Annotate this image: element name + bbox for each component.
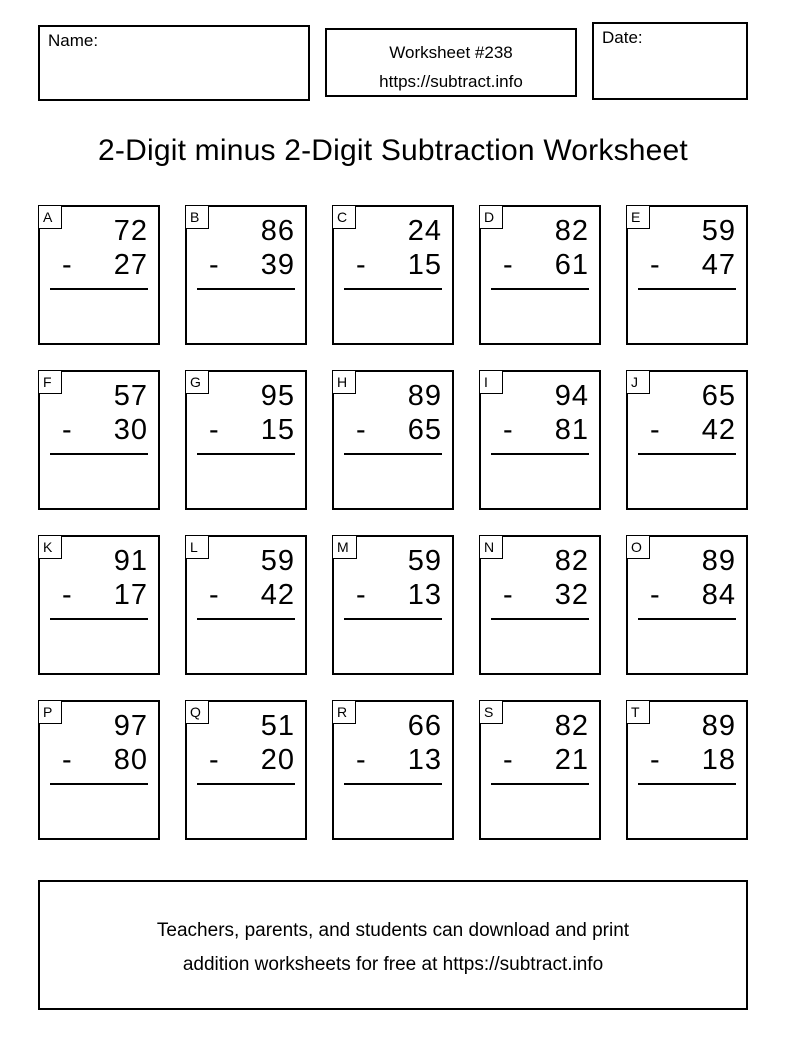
subtrahend: 21 [554, 744, 589, 776]
minus-sign: - [62, 579, 72, 611]
problem-cell [38, 205, 160, 345]
subtrahend: 13 [407, 579, 442, 611]
worksheet-info-box [325, 28, 577, 97]
minuend: 57 [113, 380, 148, 412]
problem-cell [626, 370, 748, 510]
problem-letter: J [626, 370, 650, 394]
subtrahend-row [481, 743, 599, 777]
problem-letter: B [185, 205, 209, 229]
answer-space [40, 290, 158, 340]
subtrahend: 39 [260, 249, 295, 281]
minuend: 97 [113, 710, 148, 742]
minuend: 72 [113, 215, 148, 247]
minus-sign: - [209, 744, 219, 776]
subtrahend: 32 [554, 579, 589, 611]
minus-sign: - [209, 579, 219, 611]
minuend: 89 [701, 710, 736, 742]
minus-sign: - [650, 249, 660, 281]
minuend: 91 [113, 545, 148, 577]
minuend: 94 [554, 380, 589, 412]
subtrahend: 80 [113, 744, 148, 776]
problem-letter: A [38, 205, 62, 229]
minuend: 51 [260, 710, 295, 742]
answer-space [334, 620, 452, 670]
problem-cell [332, 205, 454, 345]
problem-cell [38, 370, 160, 510]
problem-cell [332, 535, 454, 675]
problem-cell [185, 535, 307, 675]
answer-space [334, 290, 452, 340]
subtrahend-row [334, 578, 452, 612]
page-title: 2-Digit minus 2-Digit Subtraction Worksheet [98, 134, 688, 167]
answer-space [40, 455, 158, 505]
problem-cell [626, 205, 748, 345]
subtrahend: 30 [113, 414, 148, 446]
subtrahend-row [628, 248, 746, 282]
subtrahend-row [481, 248, 599, 282]
minus-sign: - [62, 249, 72, 281]
problem-letter: O [626, 535, 650, 559]
minus-sign: - [650, 414, 660, 446]
subtrahend-row [628, 743, 746, 777]
answer-space [334, 785, 452, 835]
subtrahend-row [187, 248, 305, 282]
subtrahend: 84 [701, 579, 736, 611]
minuend: 59 [260, 545, 295, 577]
problem-cell [626, 535, 748, 675]
problem-cell [479, 205, 601, 345]
problem-cell [185, 205, 307, 345]
worksheet-url: https://subtract.info [379, 72, 523, 91]
problem-cell [38, 535, 160, 675]
problem-cell [185, 700, 307, 840]
subtrahend-row [187, 743, 305, 777]
minuend: 89 [407, 380, 442, 412]
problem-letter: I [479, 370, 503, 394]
answer-space [334, 455, 452, 505]
problem-cell [185, 370, 307, 510]
problem-cell [479, 370, 601, 510]
minuend: 59 [701, 215, 736, 247]
subtrahend: 42 [701, 414, 736, 446]
subtrahend-row [334, 743, 452, 777]
subtrahend: 17 [113, 579, 148, 611]
minuend: 89 [701, 545, 736, 577]
answer-space [187, 620, 305, 670]
minus-sign: - [62, 414, 72, 446]
answer-space [481, 455, 599, 505]
subtrahend-row [187, 578, 305, 612]
subtrahend: 15 [260, 414, 295, 446]
minuend: 86 [260, 215, 295, 247]
worksheet-number: Worksheet #238 [389, 43, 513, 62]
date-box [592, 22, 748, 100]
problem-letter: G [185, 370, 209, 394]
answer-space [40, 785, 158, 835]
name-label: Name: [48, 31, 99, 50]
problem-letter: E [626, 205, 650, 229]
answer-space [628, 455, 746, 505]
minuend: 65 [701, 380, 736, 412]
minus-sign: - [356, 744, 366, 776]
problem-letter: D [479, 205, 503, 229]
subtrahend-row [40, 248, 158, 282]
subtrahend: 81 [554, 414, 589, 446]
minuend: 82 [554, 215, 589, 247]
subtrahend-row [628, 578, 746, 612]
subtrahend: 15 [407, 249, 442, 281]
minus-sign: - [356, 249, 366, 281]
answer-space [481, 785, 599, 835]
answer-space [40, 620, 158, 670]
answer-space [628, 620, 746, 670]
problem-cell [479, 535, 601, 675]
problem-letter: M [332, 535, 357, 559]
minus-sign: - [650, 744, 660, 776]
problem-letter: C [332, 205, 356, 229]
subtrahend-row [334, 413, 452, 447]
problem-letter: N [479, 535, 503, 559]
problem-letter: L [185, 535, 209, 559]
subtrahend-row [187, 413, 305, 447]
minus-sign: - [503, 249, 513, 281]
answer-space [481, 290, 599, 340]
minus-sign: - [62, 744, 72, 776]
subtrahend: 20 [260, 744, 295, 776]
problem-letter: R [332, 700, 356, 724]
answer-space [187, 455, 305, 505]
problem-letter: K [38, 535, 62, 559]
minus-sign: - [650, 579, 660, 611]
header [38, 22, 748, 101]
problem-letter: P [38, 700, 62, 724]
minuend: 59 [407, 545, 442, 577]
problem-cell [332, 700, 454, 840]
minuend: 82 [554, 710, 589, 742]
footer-box [38, 880, 748, 1010]
subtrahend: 47 [701, 249, 736, 281]
problem-cell [38, 700, 160, 840]
name-box [38, 25, 310, 101]
problem-letter: T [626, 700, 650, 724]
subtrahend: 18 [701, 744, 736, 776]
answer-space [481, 620, 599, 670]
problem-letter: S [479, 700, 503, 724]
minus-sign: - [503, 744, 513, 776]
footer-line-2: addition worksheets for free at https://subtract.info [182, 954, 604, 975]
subtrahend-row [334, 248, 452, 282]
subtrahend-row [40, 743, 158, 777]
problems-grid [38, 205, 748, 840]
answer-space [628, 785, 746, 835]
subtrahend: 65 [407, 414, 442, 446]
date-label: Date: [602, 28, 643, 47]
answer-space [187, 290, 305, 340]
answer-space [628, 290, 746, 340]
minus-sign: - [503, 579, 513, 611]
problem-cell [332, 370, 454, 510]
subtrahend-row [40, 578, 158, 612]
problem-letter: H [332, 370, 356, 394]
subtrahend-row [40, 413, 158, 447]
minuend: 82 [554, 545, 589, 577]
minuend: 24 [407, 215, 442, 247]
minus-sign: - [209, 414, 219, 446]
answer-space [187, 785, 305, 835]
problem-letter: F [38, 370, 62, 394]
minus-sign: - [209, 249, 219, 281]
subtrahend-row [481, 413, 599, 447]
minuend: 66 [407, 710, 442, 742]
minus-sign: - [356, 414, 366, 446]
subtrahend-row [628, 413, 746, 447]
subtrahend: 42 [260, 579, 295, 611]
subtrahend-row [481, 578, 599, 612]
minus-sign: - [356, 579, 366, 611]
problem-letter: Q [185, 700, 209, 724]
footer-line-1: Teachers, parents, and students can download and print [156, 920, 630, 941]
minuend: 95 [260, 380, 295, 412]
subtrahend: 27 [113, 249, 148, 281]
problem-cell [626, 700, 748, 840]
subtrahend: 13 [407, 744, 442, 776]
minus-sign: - [503, 414, 513, 446]
problem-cell [479, 700, 601, 840]
subtrahend: 61 [554, 249, 589, 281]
